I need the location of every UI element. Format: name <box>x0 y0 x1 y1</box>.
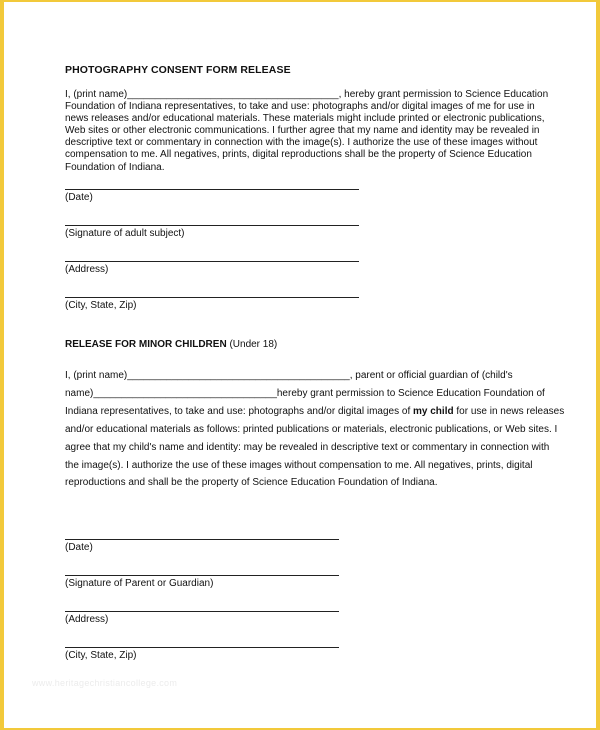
signature-line <box>65 575 339 576</box>
minor-signature-block <box>65 575 339 589</box>
signature-line <box>65 297 359 298</box>
minor-date-label: (Date) <box>65 542 93 553</box>
document-page <box>4 2 596 728</box>
minor-paragraph-part2: for use in news releases and/or educational materials as follows: printed publications or materials, electronic publications, or Web sites. I agree that my child's name and identity: may be revealed in descriptive text or commentary in connection with the image(s). I authorize the use of these images without compensation to me. All negatives, prints, digital reproductions and shall be the property of Science Education Foundation of Indiana. <box>65 405 565 489</box>
adult-date-label: (Date) <box>65 192 93 203</box>
signature-line <box>65 611 339 612</box>
signature-line <box>65 189 359 190</box>
form-title: PHOTOGRAPHY CONSENT FORM RELEASE <box>65 64 291 76</box>
minor-date-block <box>65 539 339 553</box>
adult-city-block <box>65 297 359 311</box>
signature-line <box>65 261 359 262</box>
minor-heading-age: (Under 18) <box>226 339 278 350</box>
minor-release-heading <box>65 339 277 350</box>
minor-heading-bold: RELEASE FOR MINOR CHILDREN <box>65 339 227 350</box>
minor-paragraph-part1: I, (print name)________________________________________, parent or official guardian of (child's name)_________________________________hereby grant permission to Science Education Foundation of Indiana representatives, to take and use: photographs and/or digital images of <box>65 370 545 417</box>
adult-signature-block <box>65 225 359 239</box>
signature-line <box>65 225 359 226</box>
minor-address-label: (Address) <box>65 614 109 625</box>
adult-address-label: (Address) <box>65 264 109 275</box>
minor-city-label: (City, State, Zip) <box>65 650 137 661</box>
watermark-text: www.heritagechristiancollege.com <box>32 678 178 688</box>
minor-paragraph-bold: my child <box>413 405 454 417</box>
minor-city-block <box>65 647 339 661</box>
adult-signature-label: (Signature of adult subject) <box>65 228 185 239</box>
signature-line <box>65 539 339 540</box>
adult-consent-paragraph: I, (print name)______________________________________, hereby grant permission to Science Education Foundation of Indiana representatives, to take and use: photographs and/or digital images of me for use in news releases and/or educational materials. These materials might include printed or electronic publications, Web sites or other electronic communications. I further agree that my name and identity may be revealed in descriptive text or commentary in connection with the image(s). I authorize the use of these images without compensation to me. All negatives, prints, digital reproductions shall be the property of Science Education Foundation of Indiana. <box>65 89 549 173</box>
adult-address-block <box>65 261 359 275</box>
adult-date-block <box>65 189 359 203</box>
minor-address-block <box>65 611 339 625</box>
signature-line <box>65 647 339 648</box>
minor-consent-paragraph <box>65 367 565 492</box>
minor-signature-label: (Signature of Parent or Guardian) <box>65 578 214 589</box>
adult-city-label: (City, State, Zip) <box>65 300 137 311</box>
